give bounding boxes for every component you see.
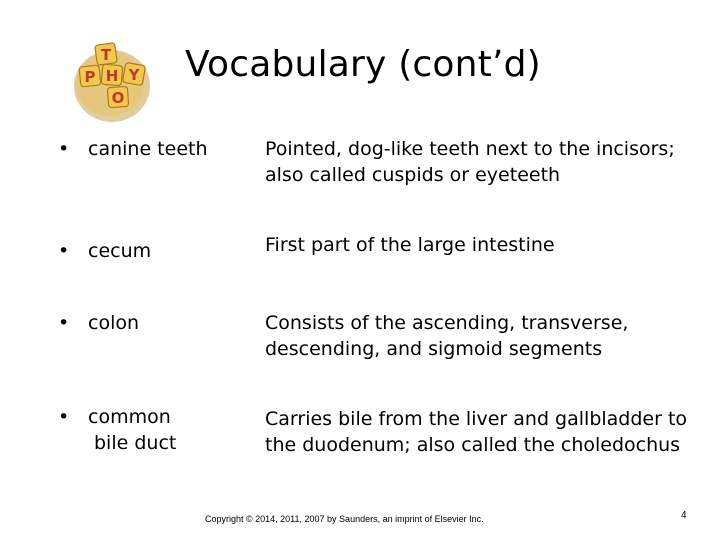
definition-line: the duodenum; also called the choledochus [265, 434, 681, 456]
term-text: canine teeth [88, 138, 208, 160]
page-title: Vocabulary (cont’d) [185, 44, 541, 85]
bullet-icon: • [58, 138, 70, 160]
page-number: 4 [681, 510, 687, 521]
term-text: common [88, 406, 171, 428]
vocab-definition [265, 406, 705, 458]
vocab-definition [265, 136, 705, 188]
logo-tile-letter: O [111, 89, 125, 107]
definition-line: also called cuspids or eyeteeth [265, 164, 561, 186]
bullet-icon: • [58, 312, 70, 334]
term-text: cecum [88, 240, 152, 262]
definition-line: descending, and sigmoid segments [265, 338, 603, 360]
vocab-definition [265, 310, 705, 362]
definition-line: Consists of the ascending, transverse, [265, 312, 629, 334]
vocab-term [58, 136, 208, 162]
definition-line: Pointed, dog-like teeth next to the incisors; [265, 138, 675, 160]
logo-tile-letter: P [84, 68, 96, 86]
definition-line: First part of the large intestine [265, 234, 555, 256]
vocab-term [58, 404, 176, 456]
logo-tile-letter: H [105, 67, 119, 85]
bullet-icon: • [58, 406, 70, 428]
vocab-term [58, 238, 151, 264]
logo-tile-letter: Y [128, 66, 140, 84]
definition-line: Carries bile from the liver and gallbladder to [265, 408, 688, 430]
bullet-icon: • [58, 240, 70, 262]
logo-tile-letter: T [100, 46, 112, 64]
vocab-term [58, 310, 139, 336]
copyright-footer: Copyright © 2014, 2011, 2007 by Saunders, an imprint of Elsevier Inc. [205, 514, 484, 524]
term-text-line2: bile duct [94, 432, 177, 454]
term-text: colon [88, 312, 140, 334]
word-tiles-logo-icon [68, 38, 160, 124]
vocab-definition [265, 232, 705, 258]
